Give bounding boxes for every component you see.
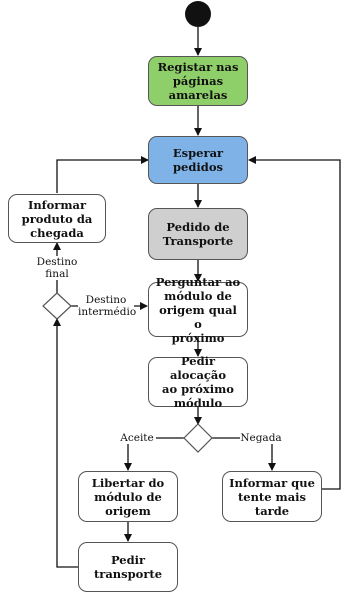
request-transport-node [78, 542, 178, 592]
register-label: Registar nas páginas amarelas [157, 60, 239, 102]
intermediate-destination-label: Destino intermédio [78, 294, 137, 318]
transport-request-node [148, 208, 248, 260]
release-origin-label: Libertar do módulo de origem [91, 475, 165, 518]
transport-request-label: Pedido de Transporte [162, 220, 234, 248]
ask-allocation-label: Pedir alocação ao próximo módulo [162, 354, 234, 410]
wait-node [148, 136, 248, 184]
inform-retry-label: Informar que tente mais tarde [229, 475, 315, 518]
release-origin-node [78, 471, 178, 522]
wait-label: Esperar pedidos [172, 146, 224, 174]
ask-allocation-node [148, 354, 248, 410]
start-node [185, 1, 211, 27]
final-destination-label: Destino final [34, 256, 80, 280]
register-node [148, 56, 248, 106]
inform-retry-node [222, 471, 322, 522]
edge-inform-wait [57, 160, 148, 193]
request-transport-label: Pedir transporte [93, 553, 163, 581]
edge-transport-merge [57, 319, 78, 567]
accepted-label: Aceite [118, 432, 156, 444]
inform-arrival-node [8, 194, 106, 243]
ask-origin-node [148, 274, 248, 345]
denied-label: Negada [240, 432, 282, 444]
allocation-decision [184, 424, 212, 452]
destination-decision [43, 293, 71, 319]
inform-arrival-label: Informar produto da chegada [21, 197, 93, 240]
ask-origin-label: Perguntar ao módulo de origem qual o próximo [155, 274, 241, 345]
